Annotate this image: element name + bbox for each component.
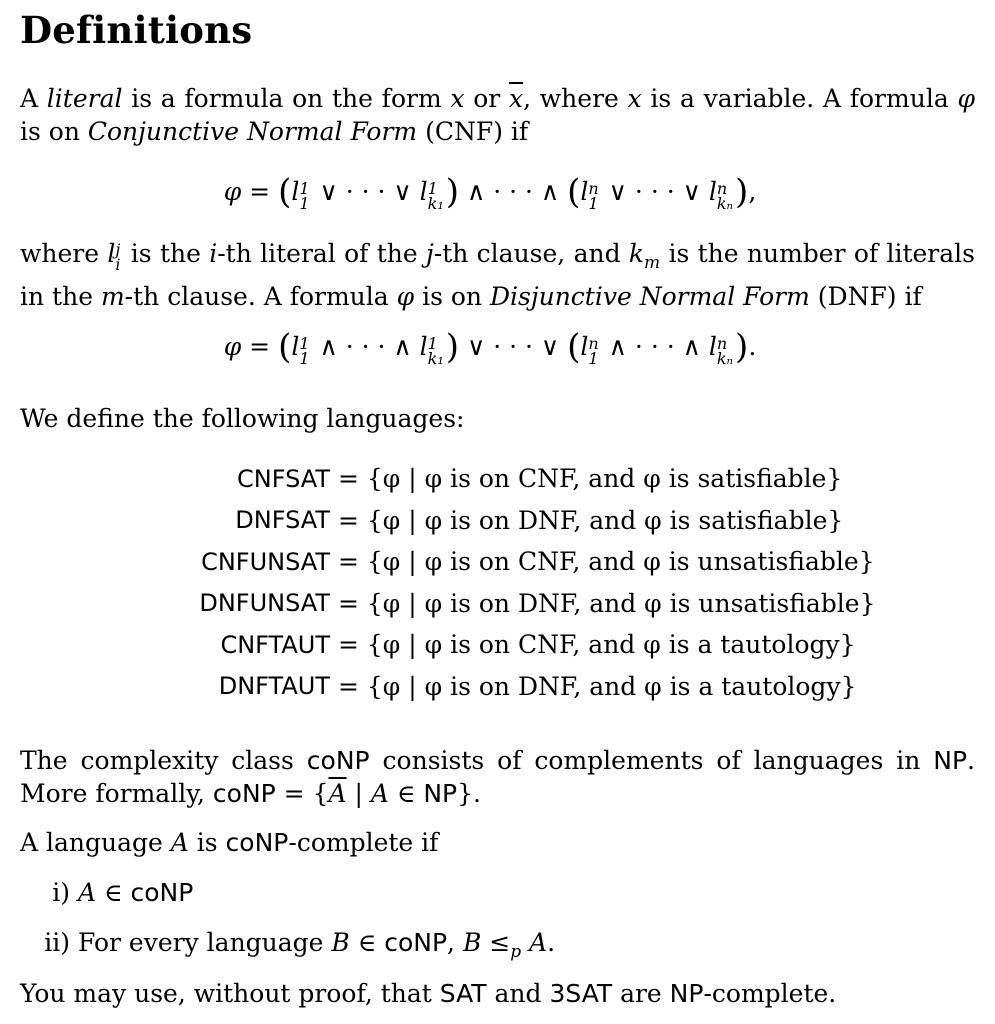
language-row [140,624,900,666]
operator: ∨ · · · ∨ [600,177,709,206]
paren: ) [445,327,460,367]
var-i: i [209,239,218,268]
class-np: NP [423,779,458,808]
text: . More formally, [20,746,975,808]
text: ∈ [349,928,385,957]
language-row [140,583,900,625]
class-conp: coNP [130,878,194,907]
languages-intro: We define the following languages: [20,404,465,433]
var-phi: φ [957,84,975,113]
problem-3sat: 3SAT [549,979,613,1008]
language-def: = {φ | φ is on DNF, and φ is a tautology} [338,671,857,701]
var-a-complement: $\overline{A}$ [328,779,347,808]
language-name: CNFSAT [237,464,330,493]
text: The complexity class [20,746,307,775]
language-name: CNFUNSAT [201,547,330,576]
text: is [188,828,226,857]
list-item-ii [20,926,975,969]
var-phi: φ [396,282,415,311]
text: A language [20,828,171,857]
var-m: m [100,282,125,311]
term-literal: literal [46,84,123,113]
conp-complete-definition [20,826,975,859]
operator: ∨ · · · ∨ [311,177,420,206]
subscript-p: p [510,942,522,962]
language-def: = {φ | φ is on DNF, and φ is unsatisfiable} [338,588,876,618]
paren: ( [278,172,292,212]
language-row [140,500,900,542]
text: are [612,979,670,1008]
text: is a variable. A formula [641,84,958,113]
text: -complete. [703,979,837,1008]
var-x: x [627,84,642,113]
index: 1 1 [299,179,310,213]
eq-lhs: φ = [223,332,279,361]
eq-lhs: φ = [223,177,279,206]
text: , [447,928,463,957]
index: n 1 [588,334,599,368]
text: A [20,84,47,113]
text: For every language [78,928,332,957]
text: ∈ [96,878,131,907]
section-heading: Definitions [20,8,253,52]
index: n kₙ [716,334,734,368]
var-j: j [426,239,434,268]
conp-definition-paragraph [20,744,975,810]
class-conp: coNP [306,746,370,775]
text: | [346,779,371,808]
text: = { [275,779,329,808]
language-def: = {φ | φ is on CNF, and φ is unsatisfiable} [338,547,875,577]
paren: ) [735,327,749,367]
var-a: A [370,779,389,808]
var-a: A [78,878,97,907]
list-item-i [20,876,975,909]
language-def: = {φ | φ is on DNF, and φ is satisfiable} [338,505,844,535]
text: (DNF) if [809,282,922,311]
text: -th clause, and [433,239,629,268]
language-row [140,666,900,708]
paren: ( [278,327,292,367]
index: j i [115,240,121,274]
var-a: A [529,928,548,957]
class-conp: coNP [225,828,289,857]
text: and [486,979,550,1008]
text: ≤ [481,928,511,957]
text: is the number of literals in the [20,239,975,311]
text: ∈ [388,779,424,808]
text: is on [414,282,490,311]
language-row [140,458,900,500]
text: is a formula on the form [122,84,451,113]
text: is on [20,117,88,146]
var-a: A [170,828,189,857]
operator: ∧ · · · ∧ [311,332,420,361]
dnf-equation: φ = (l 1 1 ∧ · · · ∧ l 1 k₁ ) ∨ · · · ∨ (l n 1 ∧ · · · ∧ l n kₙ ). [223,327,757,368]
var-x-negated: $\overline{x}$ [508,84,524,113]
literal-definition-paragraph [20,82,975,148]
text: . [547,928,556,957]
var-b: B [462,928,482,957]
class-conp: coNP [384,928,448,957]
text: -th clause. A formula [124,282,397,311]
class-np: NP [669,979,704,1008]
text: or [464,84,509,113]
index: n kₙ [716,179,734,213]
index: 1 1 [299,334,310,368]
language-definitions [140,458,900,707]
punct: . [748,332,757,361]
text: -complete if [288,828,439,857]
language-row [140,541,900,583]
language-name: DNFTAUT [218,672,330,701]
language-name: CNFTAUT [220,630,330,659]
class-np: NP [933,746,968,775]
term-cnf: Conjunctive Normal Form [87,117,418,146]
text: , where [523,84,628,113]
operator: ∧ · · · ∧ [459,177,568,206]
list-label: i) [52,878,70,907]
operator: ∨ · · · ∨ [459,332,568,361]
text: -th literal of the [217,239,426,268]
list-label: ii) [44,928,70,957]
language-def: = {φ | φ is on CNF, and φ is satisfiable} [338,464,843,494]
paren: ) [735,172,749,212]
paren: ( [567,172,581,212]
problem-sat: SAT [439,979,487,1008]
clause-definition-paragraph: where l j i is the i-th literal of the j-th clause, and $k_m$ is the number of literals in the m-th clause. A formula φ is on Disjunctive Normal Form (DNF) if [20,239,975,311]
var-k: k [628,239,645,268]
text: (CNF) if [417,117,529,146]
class-conp: coNP [212,779,276,808]
language-def: = {φ | φ is on CNF, and φ is a tautology} [338,630,856,660]
index: 1 k₁ [427,334,444,368]
paren: ) [445,172,460,212]
punct: , [748,177,757,206]
cnf-equation: φ = (l 1 1 ∨ · · · ∨ l 1 k₁ ) ∧ · · · ∧ (l n 1 ∨ · · · ∨ l n kₙ ), [223,172,757,213]
index: 1 k₁ [427,179,444,213]
subscript-m: m [644,253,661,273]
language-name: DNFSAT [235,506,330,535]
var-b: B [331,928,350,957]
language-name: DNFUNSAT [199,589,330,618]
text: is the [122,239,210,268]
text: where [20,239,108,268]
np-complete-note [20,977,975,1010]
index: n 1 [588,179,599,213]
var-x: x [450,84,465,113]
operator: ∧ · · · ∧ [600,332,709,361]
text: You may use, without proof, that [20,979,440,1008]
term-dnf: Disjunctive Normal Form [489,282,810,311]
text: }. [457,779,481,808]
text: consists of complements of languages in [369,746,934,775]
paren: ( [567,327,581,367]
